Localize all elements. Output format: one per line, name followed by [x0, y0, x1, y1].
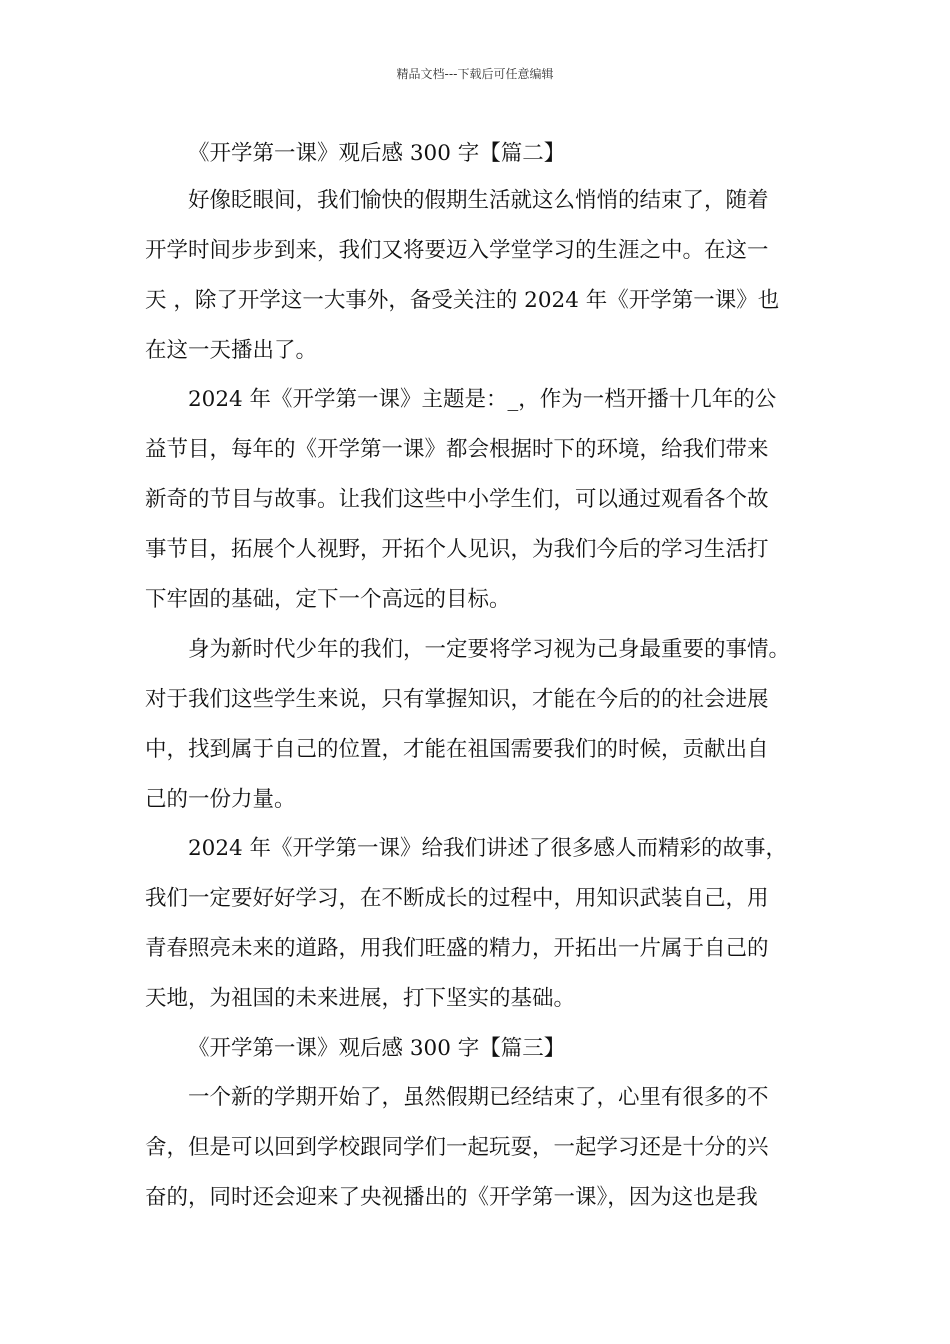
page-header: 精品文档---下载后可任意编辑 — [396, 67, 554, 81]
text-line: 身为新时代少年的我们，一定要将学习视为己身最重要的事情。 — [188, 637, 791, 662]
text-line: 中，找到属于自己的位置，才能在祖国需要我们的时候，贡献出自 — [145, 737, 769, 762]
section-heading: 《开学第一课》观后感 300 字【篇二】 — [188, 141, 566, 166]
text-line: 天地，为祖国的未来进展，打下坚实的基础。 — [145, 986, 576, 1011]
text-line: 对于我们这些学生来说，只有掌握知识，才能在今后的的社会进展 — [145, 687, 769, 712]
text-line: 益节目，每年的《开学第一课》都会根据时下的环境，给我们带来 — [145, 437, 769, 462]
text-line: 2024 年《开学第一课》给我们讲述了很多感人而精彩的故事， — [188, 836, 788, 861]
text-line: 好像眨眼间，我们愉快的假期生活就这么悄悄的结束了，随着 — [188, 188, 769, 213]
text-line: 事节目，拓展个人视野，开拓个人见识，为我们今后的学习生活打 — [145, 537, 769, 562]
text-line: 在这一天播出了。 — [145, 338, 318, 363]
text-line: 奋的，同时还会迎来了央视播出的《开学第一课》，因为这也是我 — [145, 1185, 758, 1210]
text-line: 一个新的学期开始了，虽然假期已经结束了，心里有很多的不 — [188, 1085, 769, 1110]
text-line: 天 ，除了开学这一大事外，备受关注的 2024 年《开学第一课》也 — [145, 288, 780, 313]
text-line: 舍，但是可以回到学校跟同学们一起玩耍，一起学习还是十分的兴 — [145, 1135, 769, 1160]
text-line: 己的一份力量。 — [145, 787, 296, 812]
text-line: 青春照亮未来的道路，用我们旺盛的精力，开拓出一片属于自己的 — [145, 936, 769, 961]
text-line: 新奇的节目与故事。让我们这些中小学生们，可以通过观看各个故 — [145, 487, 769, 512]
section-heading: 《开学第一课》观后感 300 字【篇三】 — [188, 1036, 566, 1061]
text-line: 2024 年《开学第一课》主题是：_，作为一档开播十几年的公 — [188, 387, 777, 412]
text-line: 我们一定要好好学习，在不断成长的过程中，用知识武装自己，用 — [145, 886, 769, 911]
text-line: 开学时间步步到来，我们又将要迈入学堂学习的生涯之中。在这一 — [145, 238, 769, 263]
text-line: 下牢固的基础，定下一个高远的目标。 — [145, 587, 511, 612]
